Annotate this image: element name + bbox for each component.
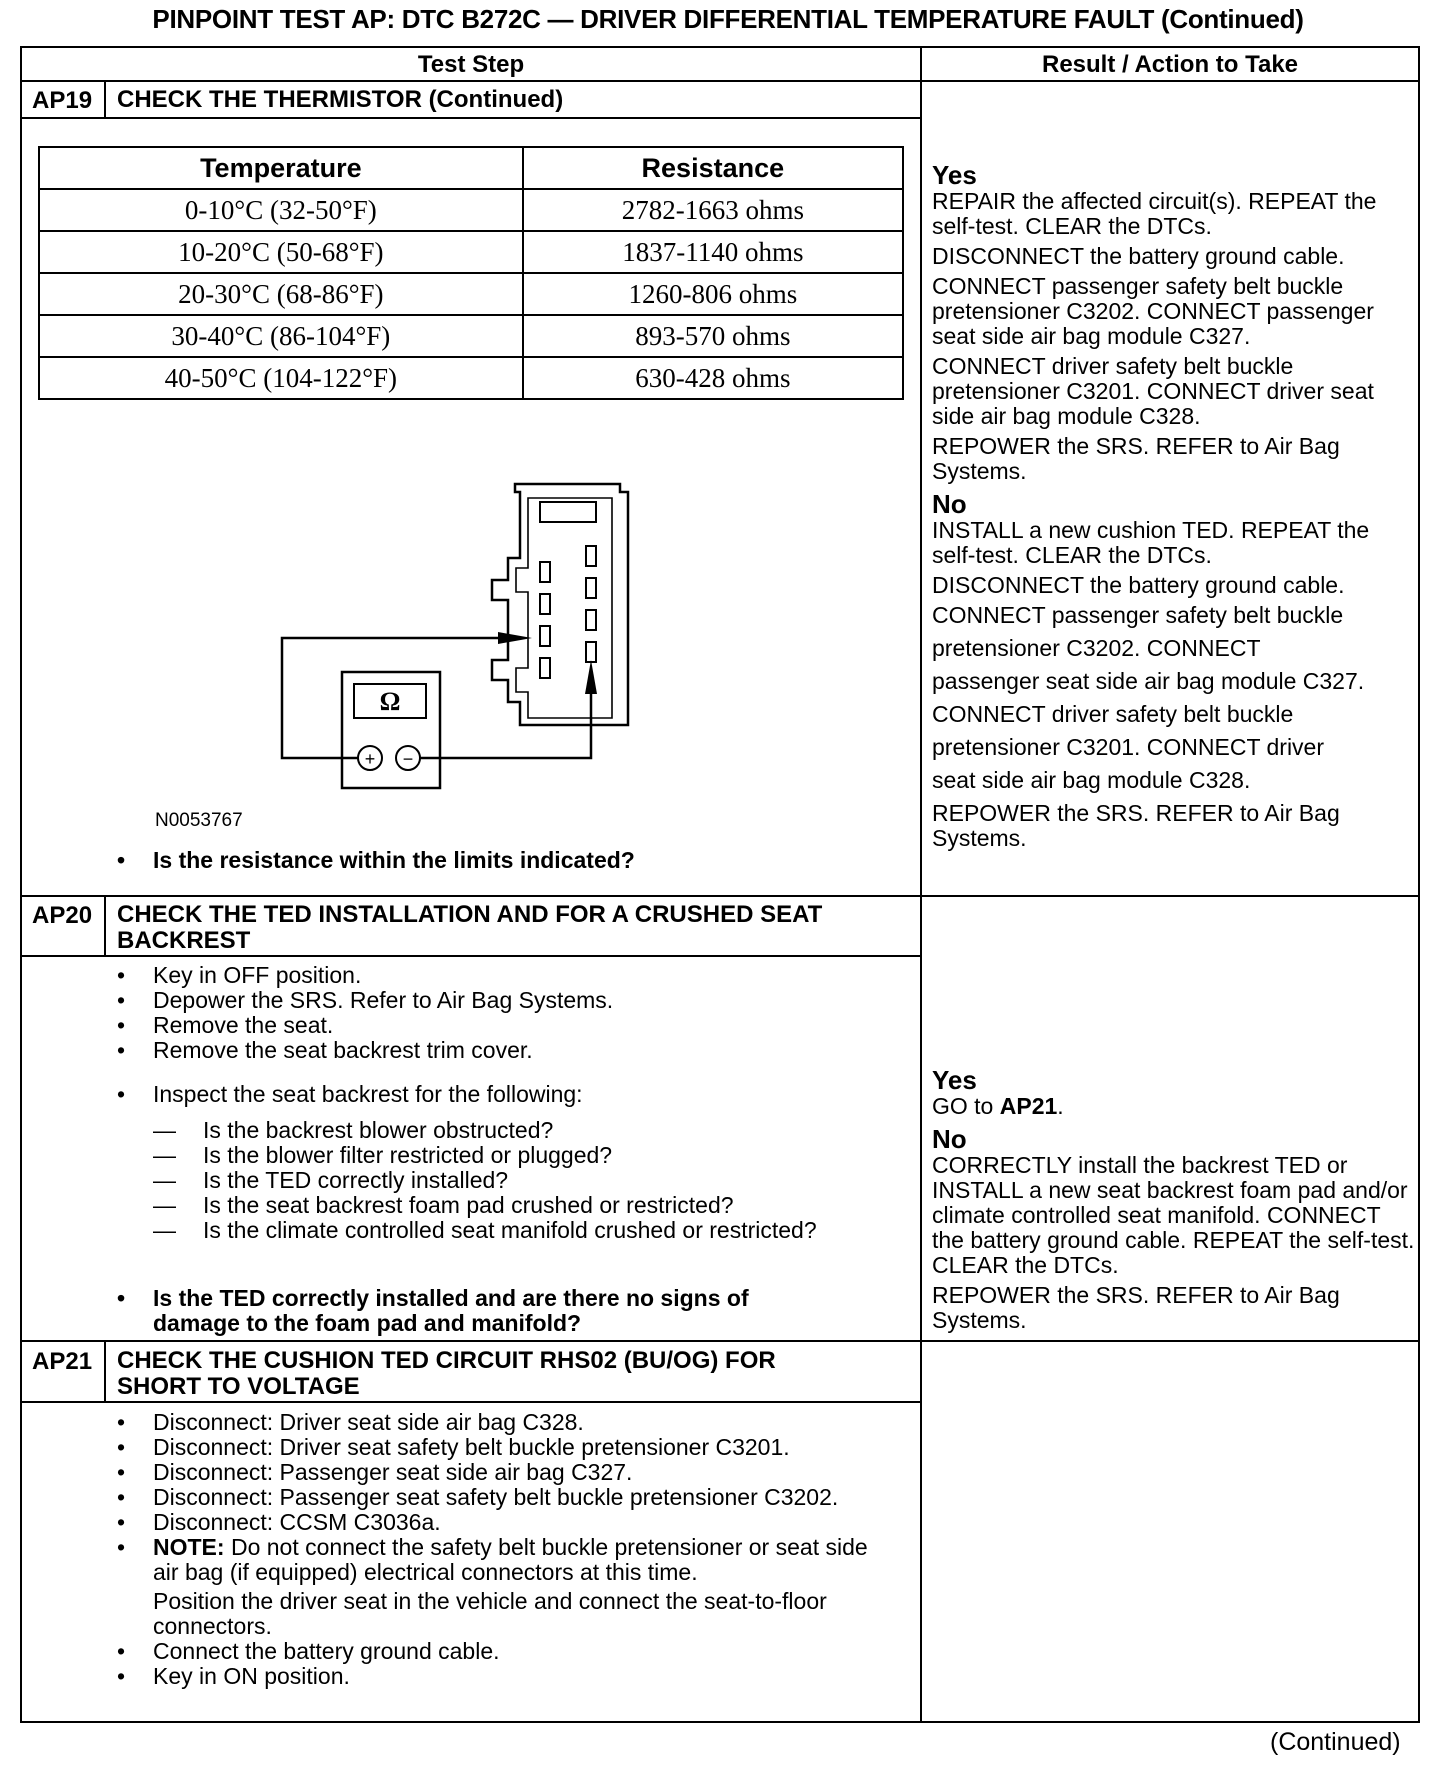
terminal-pin: [540, 562, 550, 582]
ap19-no-action: DISCONNECT the battery ground cable.: [932, 572, 1345, 598]
ap21-title: CHECK THE CUSHION TED CIRCUIT RHS02 (BU/OG) FOR SHORT TO VOLTAGE: [117, 1347, 776, 1400]
ap20-row-divider: [20, 1340, 1420, 1342]
ap20-question-list: [117, 1286, 837, 1336]
goto-text: GO to: [932, 1093, 994, 1119]
table-row: [39, 357, 903, 399]
header-test-step: Test Step: [417, 51, 525, 78]
ap19-no-action: CONNECT driver safety belt buckle: [932, 701, 1294, 727]
negative-probe-tip: [585, 660, 597, 694]
table-header-row: [39, 147, 903, 189]
temperature-cell: 20-30°C (68-86°F): [39, 273, 523, 315]
ap21-steps: [117, 1410, 877, 1689]
ap20-id: AP20: [32, 902, 93, 929]
page-title: PINPOINT TEST AP: DTC B272C — DRIVER DIFFERENTIAL TEMPERATURE FAULT (Continued): [152, 4, 1304, 34]
table-row: [39, 273, 903, 315]
list-item: • Disconnect: Driver seat side air bag C328.: [117, 1410, 877, 1435]
list-item: • Key in OFF position.: [117, 963, 907, 988]
terminal-pin: [586, 546, 596, 566]
table-row: [39, 189, 903, 231]
ap21-title-divider: [20, 1401, 922, 1403]
ap20-steps: [117, 963, 907, 1107]
resistance-cell: 1260-806 ohms: [523, 273, 903, 315]
ap20-id-divider: [104, 895, 106, 956]
list-item: • Disconnect: CCSM C3036a.: [117, 1510, 877, 1535]
list-item: • Disconnect: Passenger seat side air bag C327.: [117, 1460, 877, 1485]
ap19-row-divider: [20, 895, 1420, 897]
terminal-pin: [586, 610, 596, 630]
resistance-cell: 2782-1663 ohms: [523, 189, 903, 231]
table-row: [39, 231, 903, 273]
temperature-cell: 0-10°C (32-50°F): [39, 189, 523, 231]
ap20-actions: [932, 1065, 1416, 1338]
ap19-no-action: INSTALL a new cushion TED. REPEAT the self-test. CLEAR the DTCs.: [932, 517, 1370, 568]
ap19-title-divider: [20, 117, 922, 119]
minus-symbol: −: [402, 749, 414, 769]
ap19-no-label: No: [932, 489, 967, 519]
header-divider: [20, 80, 1420, 82]
temperature-cell: 10-20°C (50-68°F): [39, 231, 523, 273]
goto-ap21-link[interactable]: AP21: [999, 1093, 1058, 1119]
table-border-bottom: [20, 1721, 1420, 1723]
list-item: — Is the climate controlled seat manifold crushed or restricted?: [153, 1218, 907, 1243]
ap20-no-label: No: [932, 1124, 967, 1154]
list-item: • Inspect the seat backrest for the following:: [117, 1082, 907, 1107]
ap20-no-action: REPOWER the SRS. REFER to Air Bag Systems.: [932, 1282, 1340, 1333]
ohm-symbol: Ω: [379, 687, 401, 716]
list-item: — Is the blower filter restricted or plugged?: [153, 1143, 907, 1168]
ap19-no-action: passenger seat side air bag module C327.: [932, 668, 1365, 694]
positive-probe-tip: [498, 632, 532, 644]
list-item: — Is the seat backrest foam pad crushed or restricted?: [153, 1193, 907, 1218]
ap19-no-action: pretensioner C3202. CONNECT: [932, 635, 1261, 661]
resistance-header: Resistance: [523, 147, 903, 189]
ap20-checks: [153, 1118, 907, 1243]
ap19-yes-action: CONNECT passenger safety belt buckle pretensioner C3202. CONNECT passenger seat side air bag module C327.: [932, 273, 1374, 349]
list-item: • Remove the seat backrest trim cover.: [117, 1038, 907, 1063]
ap20-title: CHECK THE TED INSTALLATION AND FOR A CRUSHED SEAT BACKREST: [117, 901, 823, 954]
ap21-id: AP21: [32, 1348, 93, 1375]
ap19-yes-action: DISCONNECT the battery ground cable.: [932, 243, 1345, 269]
ap19-question-list: [117, 848, 907, 873]
resistance-cell: 893-570 ohms: [523, 315, 903, 357]
ap19-yes-action: REPAIR the affected circuit(s). REPEAT the self-test. CLEAR the DTCs.: [932, 188, 1377, 239]
ap20-question: • Is the TED correctly installed and are there no signs of damage to the foam pad and manifold?: [117, 1286, 837, 1336]
ap19-no-action: pretensioner C3201. CONNECT driver: [932, 734, 1325, 760]
ap20-yes-label: Yes: [932, 1065, 977, 1095]
terminal-pin: [540, 626, 550, 646]
note-text: Do not connect the safety belt buckle pretensioner or seat side air bag (if equipped) electrical connectors at this time.: [153, 1534, 868, 1585]
ap19-question: • Is the resistance within the limits indicated?: [117, 848, 907, 873]
list-item: • Remove the seat.: [117, 1013, 907, 1038]
list-item: • Disconnect: Passenger seat safety belt buckle pretensioner C3202.: [117, 1485, 877, 1510]
terminal-pin: [540, 594, 550, 614]
plus-symbol: +: [364, 749, 376, 769]
list-item: • Disconnect: Driver seat safety belt buckle pretensioner C3201.: [117, 1435, 877, 1460]
list-item: • Key in ON position.: [117, 1664, 877, 1689]
resistance-cell: 630-428 ohms: [523, 357, 903, 399]
table-border-right: [1418, 46, 1420, 1723]
connector-latch: [540, 502, 596, 522]
temperature-header: Temperature: [39, 147, 523, 189]
list-item: — Is the TED correctly installed?: [153, 1168, 907, 1193]
ap19-id-divider: [104, 80, 106, 118]
position-text: Position the driver seat in the vehicle and connect the seat-to-floor connectors.: [153, 1588, 827, 1639]
temperature-cell: 40-50°C (104-122°F): [39, 357, 523, 399]
goto-period: .: [1057, 1093, 1064, 1119]
list-item: • Depower the SRS. Refer to Air Bag Systems.: [117, 988, 907, 1013]
connector-inner-outline: [516, 498, 612, 718]
ap19-yes-action: REPOWER the SRS. REFER to Air Bag Systems.: [932, 433, 1340, 484]
header-result-action: Result / Action to Take: [1041, 51, 1299, 78]
table-border-left: [20, 46, 22, 1723]
ap20-yes-action: [932, 1094, 1416, 1119]
ap19-id: AP19: [32, 87, 93, 114]
ap19-actions: [932, 160, 1416, 856]
ap19-no-action: seat side air bag module C328.: [932, 767, 1251, 793]
continued-label: (Continued): [1270, 1728, 1401, 1756]
terminal-pin: [586, 642, 596, 662]
list-item: [117, 1535, 877, 1585]
resistance-cell: 1837-1140 ohms: [523, 231, 903, 273]
ap19-no-action: REPOWER the SRS. REFER to Air Bag Systems.: [932, 800, 1340, 851]
ap19-title: CHECK THE THERMISTOR (Continued): [117, 86, 564, 113]
list-item: — Is the backrest blower obstructed?: [153, 1118, 907, 1143]
ap20-no-action: CORRECTLY install the backrest TED or INSTALL a new seat backrest foam pad and/or climate controlled seat manifold. CONNECT the battery ground cable. REPEAT the self-test. CLEAR the DTCs.: [932, 1152, 1415, 1278]
figure-id: N0053767: [155, 810, 243, 831]
note-label: NOTE:: [153, 1534, 225, 1560]
ap20-title-divider: [20, 955, 922, 957]
connector-outline: [492, 484, 628, 725]
ap19-yes-action: CONNECT driver safety belt buckle pretensioner C3201. CONNECT driver seat side air bag module C328.: [932, 353, 1374, 429]
column-divider: [920, 46, 922, 1723]
resistance-table: [38, 146, 904, 400]
temperature-cell: 30-40°C (86-104°F): [39, 315, 523, 357]
table-border-top: [20, 46, 1420, 48]
terminal-pin: [540, 658, 550, 678]
terminal-pin: [586, 578, 596, 598]
ap19-yes-label: Yes: [932, 160, 977, 190]
ap21-id-divider: [104, 1340, 106, 1402]
ap19-no-action: CONNECT passenger safety belt buckle: [932, 602, 1344, 628]
thermistor-diagram: [270, 480, 640, 800]
list-item: • Connect the battery ground cable.: [117, 1639, 877, 1664]
table-row: [39, 315, 903, 357]
